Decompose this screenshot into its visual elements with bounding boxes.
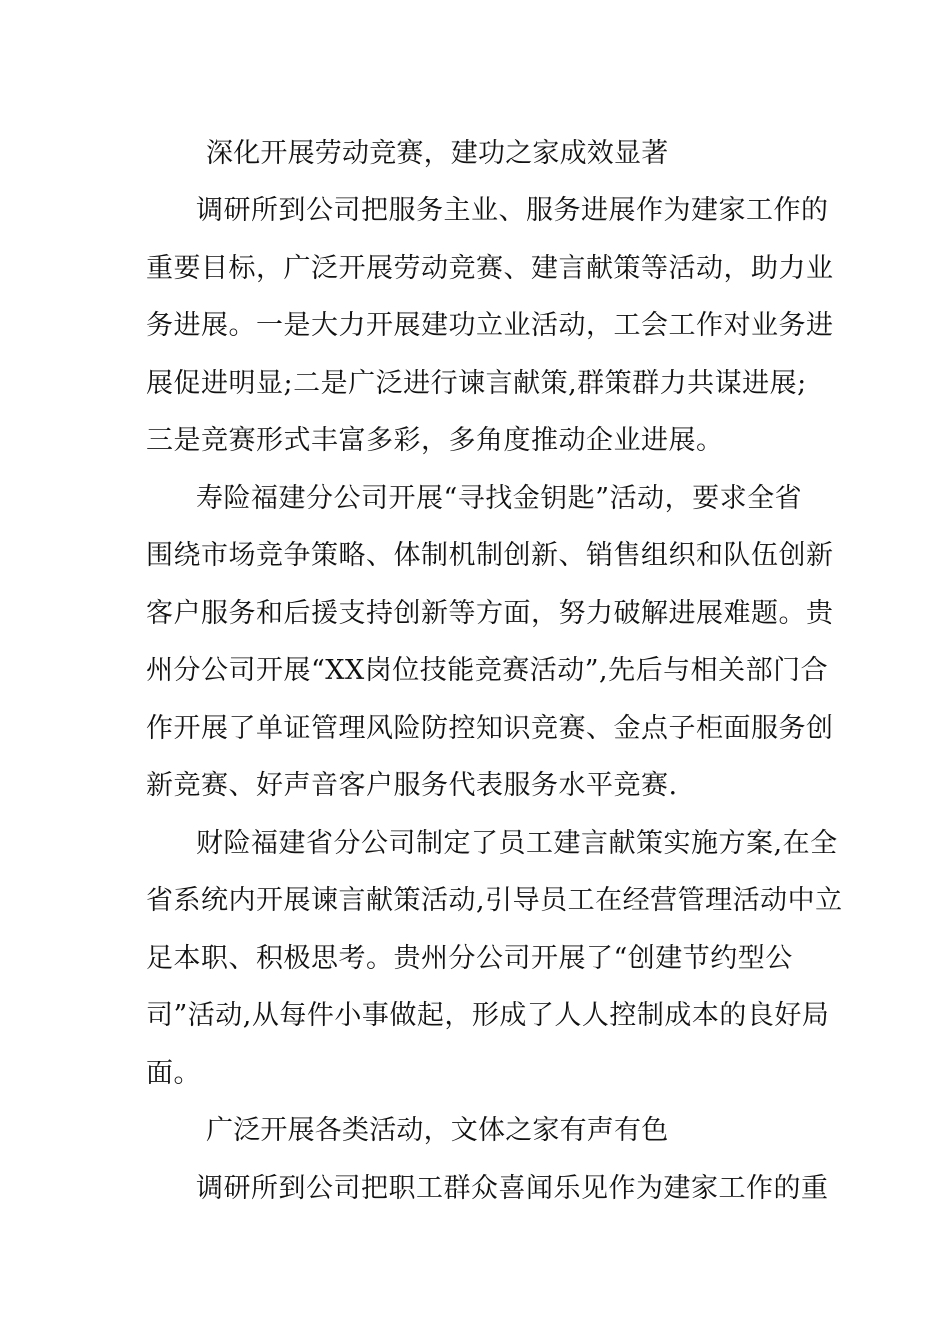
text-line: 展促进明显;二是广泛进行谏言献策,群策群力共谋进展; xyxy=(146,368,807,399)
text-line: 作开展了单证管理风险防控知识竞赛、金点子柜面服务创 xyxy=(146,713,834,744)
text-line: 重要目标，广泛开展劳动竞赛、建言献策等活动，助力业 xyxy=(146,253,834,284)
text-line: 面。 xyxy=(146,1058,201,1089)
text-line: 足本职、积极思考。贵州分公司开展了“创建节约型公 xyxy=(146,943,793,974)
text-line: 财险福建省分公司制定了员工建言献策实施方案,在全 xyxy=(196,828,838,859)
text-line: 寿险福建分公司开展“寻找金钥匙”活动，要求全省 xyxy=(196,483,803,514)
text-line: 调研所到公司把职工群众喜闻乐见作为建家工作的重 xyxy=(196,1173,829,1204)
text-line: 新竞赛、好声音客户服务代表服务水平竞赛. xyxy=(146,770,678,801)
text-line: 客户服务和后援支持创新等方面，努力破解进展难题。贵 xyxy=(146,598,834,629)
text-line: 围绕市场竞争策略、体制机制创新、销售组织和队伍创新 xyxy=(146,540,834,571)
text-line: 三是竞赛形式丰富多彩，多角度推动企业进展。 xyxy=(146,425,724,456)
text-line: 省系统内开展谏言献策活动,引导员工在经营管理活动中立 xyxy=(146,885,843,916)
section-heading: 广泛开展各类活动，文体之家有声有色 xyxy=(206,1115,669,1146)
text-line: 司”活动,从每件小事做起，形成了人人控制成本的良好局 xyxy=(146,1000,830,1031)
section-heading: 深化开展劳动竞赛，建功之家成效显著 xyxy=(206,138,669,169)
text-line: 调研所到公司把服务主业、服务进展作为建家工作的 xyxy=(196,195,829,226)
text-line: 务进展。一是大力开展建功立业活动，工会工作对业务进 xyxy=(146,310,834,341)
text-line: 州分公司开展“XX岗位技能竞赛活动”,先后与相关部门合 xyxy=(146,655,829,686)
